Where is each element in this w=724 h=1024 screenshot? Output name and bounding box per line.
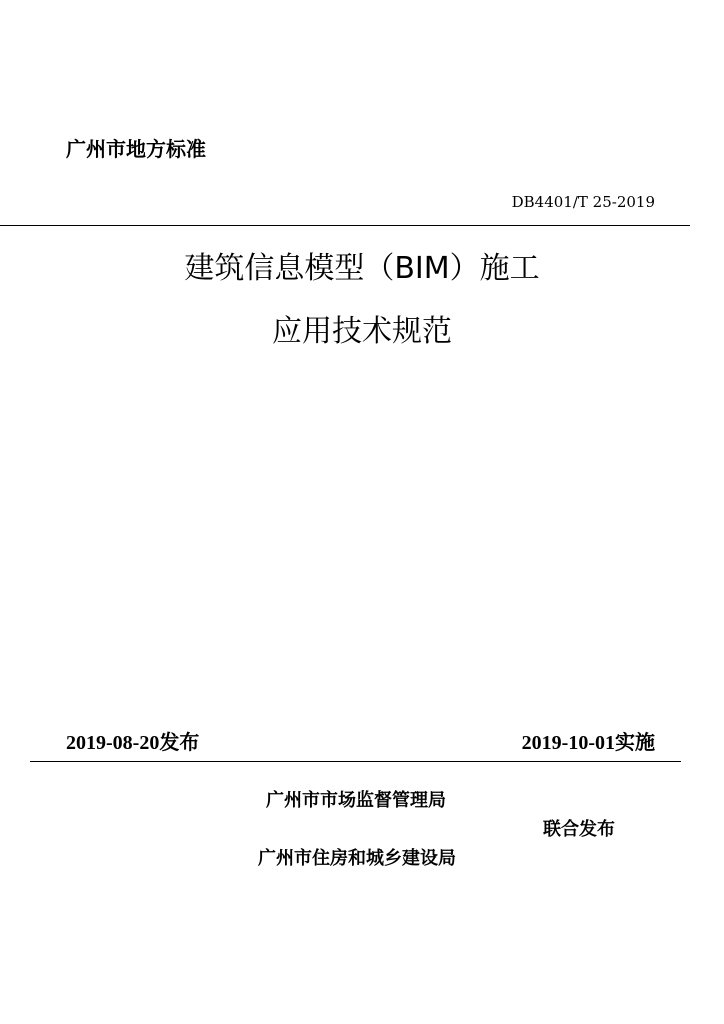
header-divider	[0, 225, 690, 226]
standard-type: 广州市地方标准	[66, 137, 206, 161]
issue-date: 2019-08-20	[66, 732, 160, 754]
footer-divider	[30, 761, 681, 762]
issue-date-block	[66, 726, 199, 755]
issuer-housing-construction: 广州市住房和城乡建设局	[258, 848, 456, 869]
joint-issue-label: 联合发布	[543, 819, 615, 840]
implement-date: 2019-10-01	[521, 732, 615, 754]
document-title-line2: 应用技术规范	[272, 314, 452, 349]
issue-label: 发布	[159, 730, 200, 754]
standard-code: DB4401/T 25-2019	[511, 193, 655, 211]
implement-date-block	[522, 726, 655, 755]
issuer-market-supervision: 广州市市场监督管理局	[266, 790, 446, 811]
implement-label: 实施	[615, 730, 655, 754]
document-title-line1: 建筑信息模型（BIM）施工	[184, 251, 540, 286]
